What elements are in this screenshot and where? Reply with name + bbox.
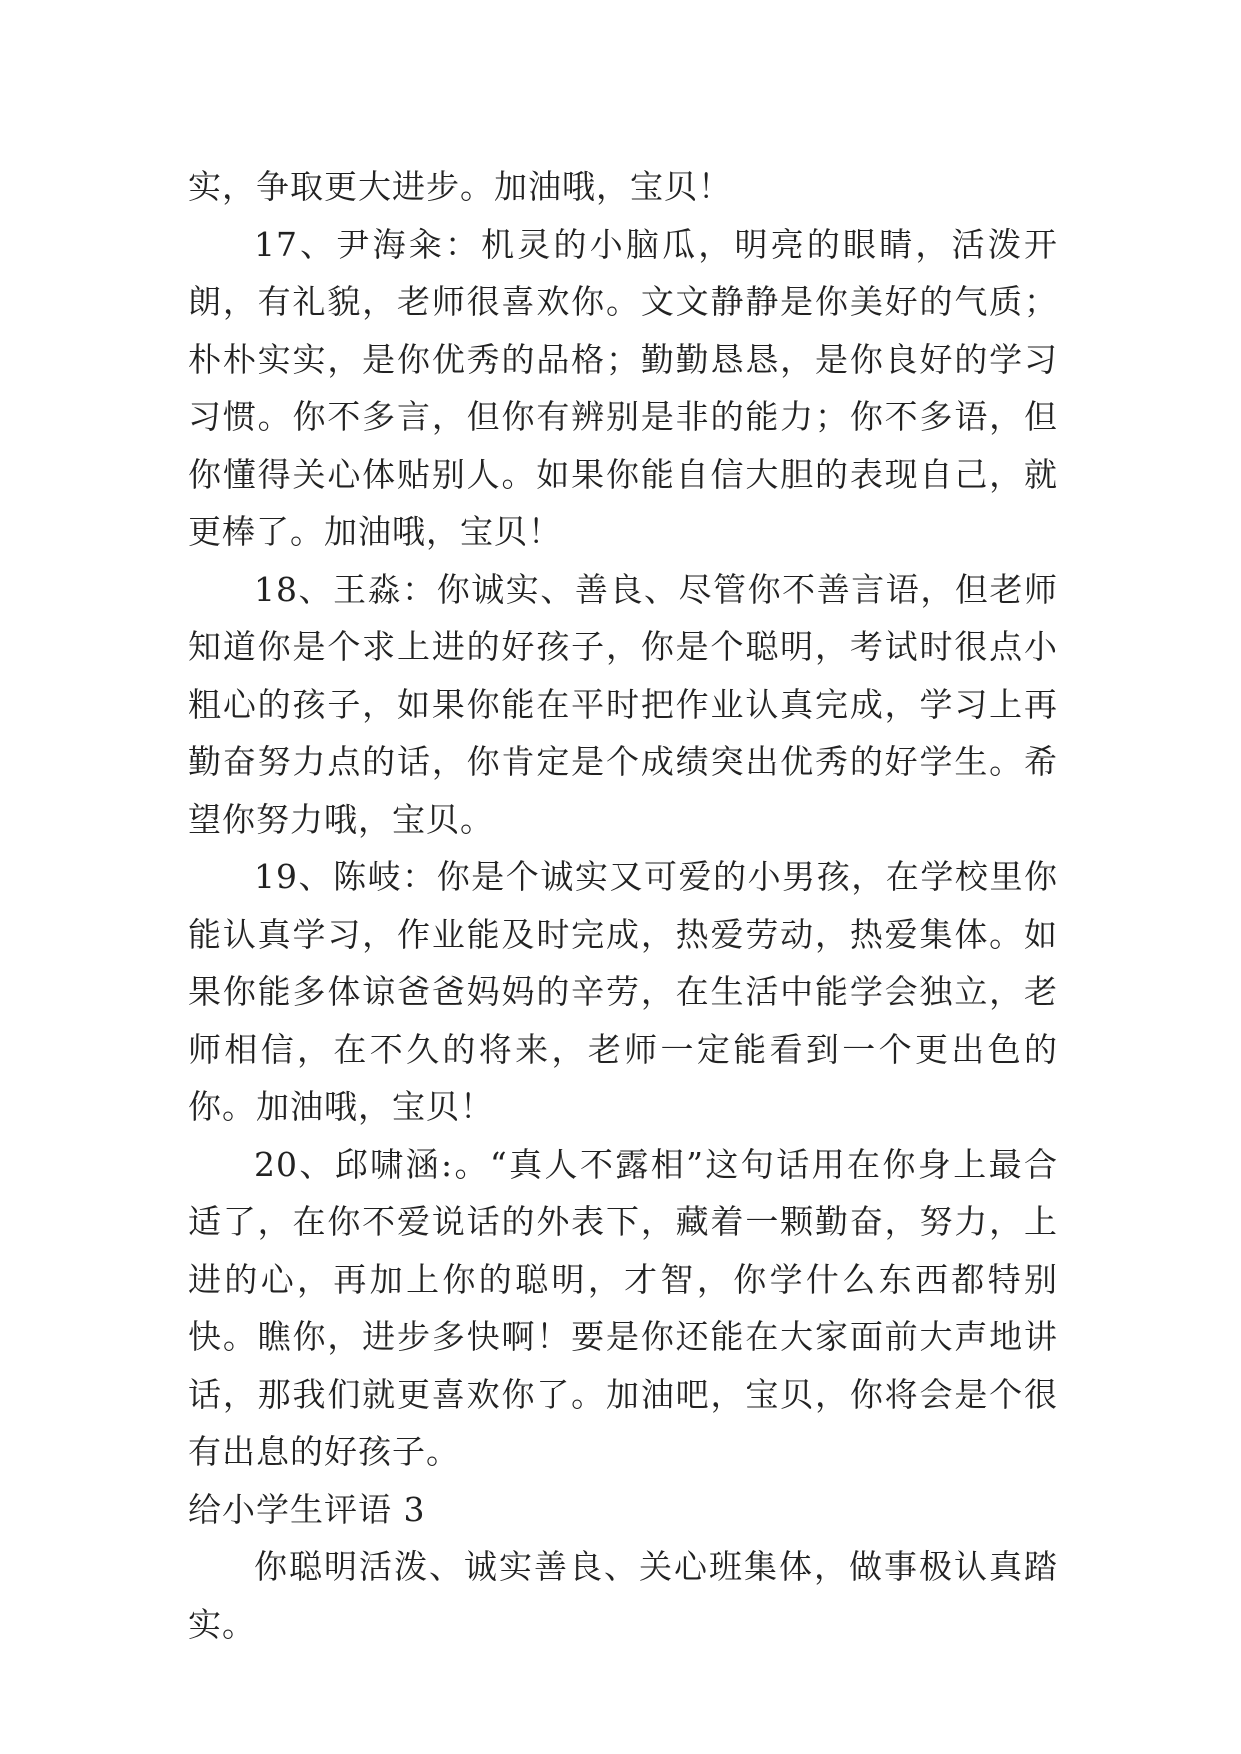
paragraph-comment-18: 18、王淼：你诚实、善良、尽管你不善言语，但老师知道你是个求上进的好孩子，你是个聪明，考试时很点小粗心的孩子，如果你能在平时把作业认真完成，学习上再勤奋努力点的话，你肯定是个成绩突出优秀的好学生。希望你努力哦，宝贝。 (188, 569, 1058, 839)
paragraph-comment-19: 19、陈岐：你是个诚实又可爱的小男孩，在学校里你能认真学习，作业能及时完成，热爱劳动，热爱集体。如果你能多体谅爸爸妈妈的辛劳，在生活中能学会独立，老师相信，在不久的将来，老师一定能看到一个更出色的你。加油哦，宝贝！ (188, 857, 1058, 1126)
paragraph-section-3-intro: 你聪明活泼、诚实善良、关心班集体，做事极认真踏实。 (188, 1547, 1058, 1644)
paragraph-comment-17: 17、尹海籴：机灵的小脑瓜，明亮的眼睛，活泼开朗，有礼貌，老师很喜欢你。文文静静是你美好的气质；朴朴实实，是你优秀的品格；勤勤恳恳，是你良好的学习习惯。你不多言，但你有辨别是非的能力；你不多语，但你懂得关心体贴别人。如果你能自信大胆的表现自己，就更棒了。加油哦，宝贝！ (188, 224, 1058, 551)
paragraph-continuation: 实，争取更大进步。加油哦，宝贝！ (188, 167, 732, 206)
section-heading: 给小学生评语 3 (188, 1489, 426, 1529)
paragraph-comment-20: 20、邱啸涵:。“真人不露相”这句话用在你身上最合适了，在你不爱说话的外表下，藏着一颗勤奋，努力，上进的心，再加上你的聪明，才智，你学什么东西都特别快。瞧你，进步多快啊！要是你还能在大家面前大声地讲话，那我们就更喜欢你了。加油吧，宝贝，你将会是个很有出息的好孩子。 (188, 1144, 1058, 1471)
document-body (188, 158, 1058, 1653)
